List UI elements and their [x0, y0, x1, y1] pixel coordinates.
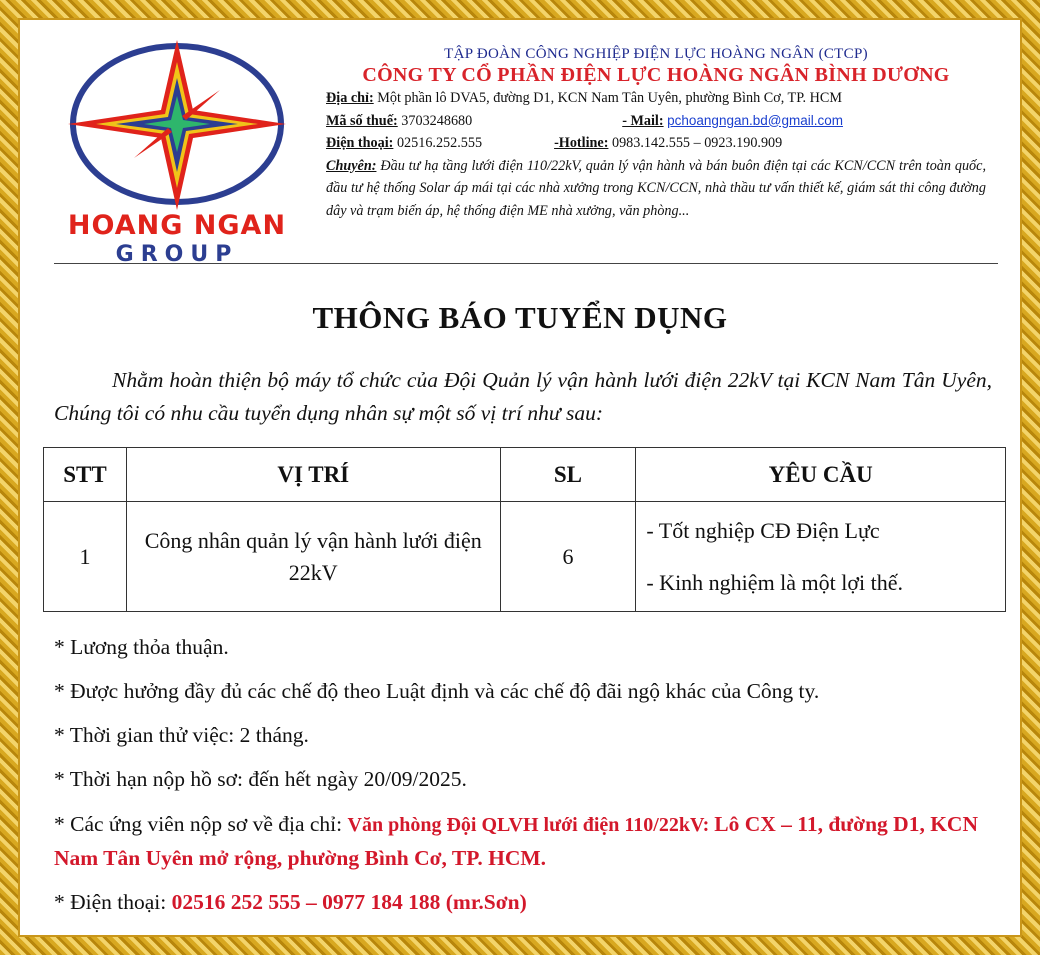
tax-label: Mã số thuế:: [326, 112, 398, 129]
mail-label: - Mail:: [622, 112, 664, 129]
letterhead: [44, 34, 1004, 266]
header-quantity: SL: [500, 448, 636, 502]
row-quantity: 6: [500, 502, 636, 612]
phone-hotline-line: [326, 132, 986, 155]
specialty-label: Chuyên:: [326, 157, 377, 174]
table-row: [44, 502, 1006, 612]
submit-address: Lô CX – 11, đường D1, KCN Nam Tân Uyên mở rộng, phường Bình Cơ, TP. HCM.: [54, 812, 978, 870]
hotline-value: 0983.142.555 – 0923.190.909: [608, 135, 783, 151]
address-line: [326, 87, 986, 110]
note-benefits: * Được hưởng đầy đủ các chế độ theo Luật định và các chế độ đãi ngộ khác của Công ty.: [54, 679, 820, 703]
header-stt: STT: [44, 448, 127, 502]
header-requirements: YÊU CẦU: [636, 448, 1006, 502]
contact-phone: 02516 252 555 – 0977 184 188 (mr.Sơn): [171, 890, 527, 914]
table-header-row: [44, 448, 1006, 502]
note-probation: * Thời gian thử việc: 2 tháng.: [54, 723, 309, 747]
specialty-text: [326, 155, 986, 223]
email-link[interactable]: pchoangngan.bd@gmail.com: [667, 112, 843, 128]
logo-name-line1: HOANG NGAN: [67, 210, 287, 241]
phone-label: Điện thoại:: [326, 135, 394, 151]
submit-prefix: * Các ứng viên nộp sơ về địa chỉ:: [54, 812, 348, 836]
company-name: CÔNG TY CỔ PHẦN ĐIỆN LỰC HOÀNG NGÂN BÌNH DƯƠNG: [362, 64, 950, 86]
submit-office: Văn phòng Đội QLVH lưới điện 110/22kV:: [347, 814, 715, 836]
specialty-value: Đầu tư hạ tầng lưới điện 110/22kV, quản lý vận hành và bán buôn điện tại các KCN/CCN trên toàn quốc, đầu tư hệ thống Solar áp mái tại các nhà xưởng trong KCN/CCN, nhà thầu tư vấn thiết kế, giám sát thi công đường dây và trạm biến áp, hệ thống điện ME nhà xưởng, văn phòng...: [326, 157, 986, 219]
row-requirements: [636, 502, 1006, 612]
company-logo: [62, 38, 292, 267]
tax-value: 3703248680: [397, 112, 473, 129]
phone-prefix: * Điện thoại:: [54, 890, 172, 914]
intro-paragraph: [54, 364, 992, 430]
address-value: Một phần lô DVA5, đường D1, KCN Nam Tân Uyên, phường Bình Cơ, TP. HCM: [373, 90, 842, 106]
star-compass-logo-icon: [62, 38, 292, 213]
notes-list: [54, 632, 1004, 931]
header-position: VỊ TRÍ: [126, 448, 500, 502]
logo-name-line2: GROUP: [115, 242, 239, 267]
requirement-1: - Tốt nghiệp CĐ Điện Lực: [646, 517, 880, 543]
note-phone: [54, 887, 1004, 917]
address-label: Địa chỉ:: [326, 90, 374, 106]
row-stt: 1: [44, 502, 127, 612]
tax-mail-line: [326, 110, 986, 133]
hotline-label: -Hotline:: [554, 135, 609, 151]
note-submit-address: [54, 808, 1004, 875]
group-name: TẬP ĐOÀN CÔNG NGHIỆP ĐIỆN LỰC HOÀNG NGÂN (CTCP): [444, 46, 868, 62]
row-position: Công nhân quản lý vận hành lưới điện 22kV: [126, 502, 500, 612]
page-title: THÔNG BÁO TUYỂN DỤNG: [312, 300, 728, 335]
header-divider: [54, 263, 998, 264]
intro-text: Nhằm hoàn thiện bộ máy tổ chức của Đội Quản lý vận hành lưới điện 22kV tại KCN Nam Tân Uyên, Chúng tôi có nhu cầu tuyển dụng nhân sự một số vị trí như sau:: [54, 368, 992, 425]
note-deadline: * Thời hạn nộp hồ sơ: đến hết ngày 20/09/2025.: [54, 767, 467, 791]
note-salary: * Lương thỏa thuận.: [54, 635, 229, 659]
company-info: [326, 46, 986, 222]
requirement-2: - Kinh nghiệm là một lợi thế.: [646, 569, 904, 595]
phone-value: 02516.252.555: [393, 135, 483, 151]
jobs-table: [43, 447, 1006, 612]
